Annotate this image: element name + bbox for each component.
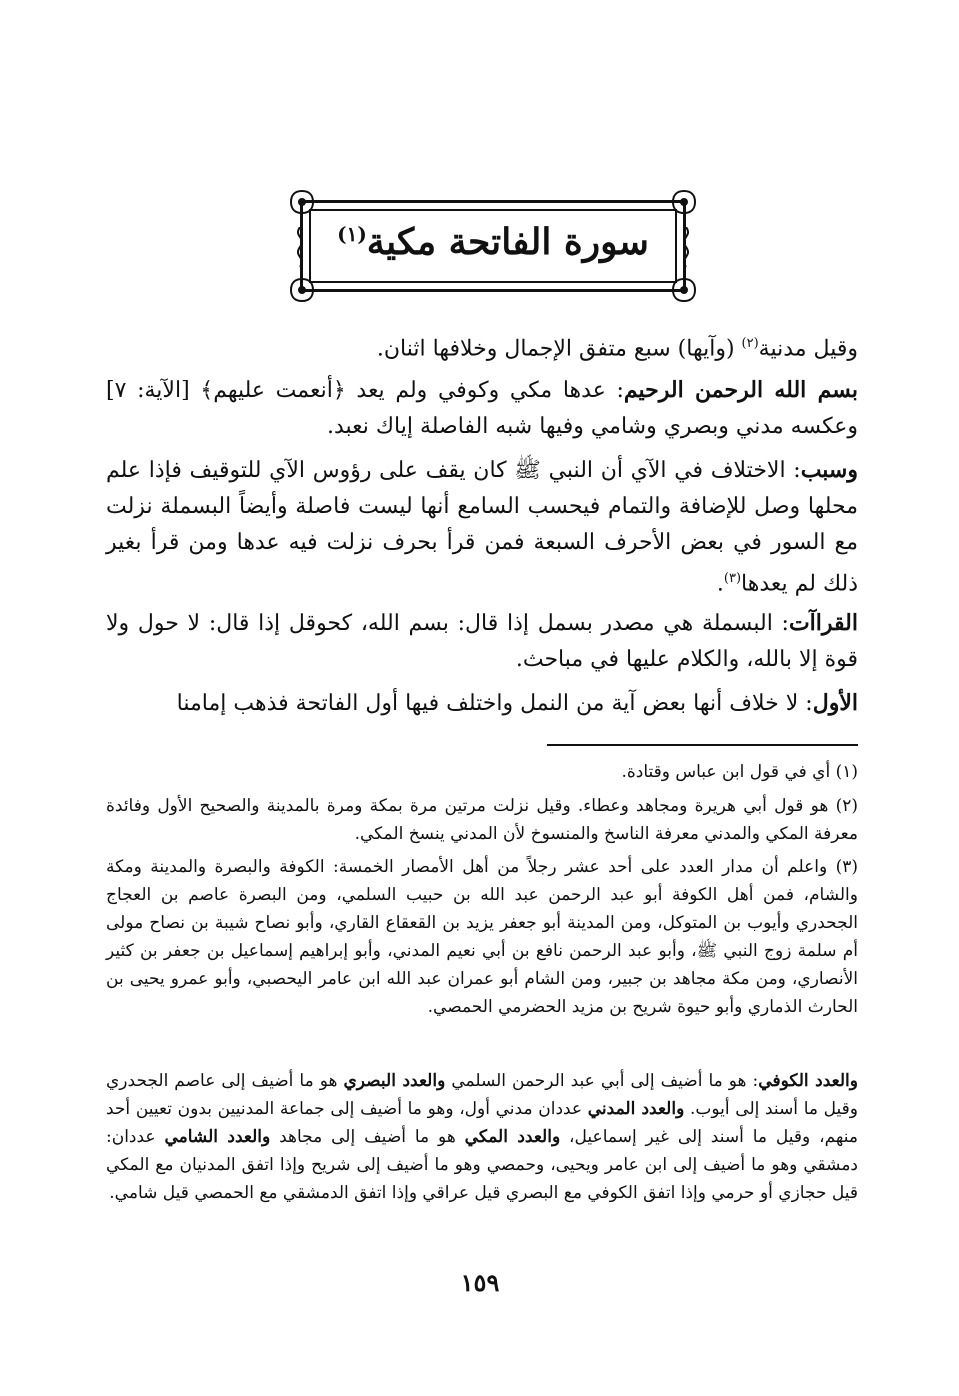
- term: والعدد البصري: [343, 1071, 446, 1091]
- paragraph-text: : عدها مكي وكوفي ولم يعد ﴿أنعمت عليهم﴾ [الآية: ٧] وعكسه مدني وبصري وشامي وفيها شبه الفاصلة إياك نعبد.: [106, 378, 858, 439]
- term: والعدد الشامي: [164, 1127, 271, 1147]
- paragraph-reason: [106, 452, 858, 602]
- title-frame: [300, 200, 686, 292]
- footnote-2: [106, 792, 858, 848]
- footnote-text: عددان: دمشقي وهو ما أضيف إلى ابن عامر ويحيى، وحمصي وهو ما أضيف إلى شريح وإذا اتفق المدنيان مع المكي قيل حجازي أو حرمي وإذا اتفق الكوفي مع البصري قيل عراقي وإذا اتفق الدمشقي مع الحمصي قيل شامي.: [106, 1127, 858, 1203]
- footnote-text: هو ما أضيف إلى مجاهد: [270, 1127, 465, 1147]
- paragraph-readings: [106, 605, 858, 678]
- footnote-text: عددان مدني أول، وهو ما أضيف إلى جماعة المدنيين بدون تعيين أحد منهم، وقيل ما أسند إلى غير إسماعيل،: [106, 1099, 858, 1147]
- paragraph-text: .: [716, 571, 724, 597]
- footnote-3-continued: [106, 1067, 858, 1207]
- paragraph-intro: [106, 326, 858, 367]
- footnote-3: [106, 853, 858, 1021]
- chapter-title: [303, 221, 683, 263]
- term: والعدد المكي: [464, 1127, 561, 1147]
- corner-ornament-icon: [289, 277, 315, 303]
- footnote-text: هو ما أضيف إلى عاصم الجحدري وقيل ما أسند إلى أيوب.: [106, 1071, 858, 1119]
- paragraph-basmala: [106, 372, 858, 445]
- footnote-text: : هو ما أضيف إلى أبي عبد الرحمن السلمي: [445, 1071, 759, 1091]
- paragraph-first: [106, 685, 858, 722]
- corner-ornament-icon: [671, 189, 697, 215]
- paragraph-lead: بسم الله الرحمن الرحيم: [623, 377, 858, 403]
- paragraph-lead: الأول: [812, 690, 858, 716]
- footnote-1: [106, 758, 858, 786]
- footnote-text: (١) أي في قول ابن عباس وقتادة.: [621, 762, 858, 782]
- footnote-marker: (٢): [741, 336, 759, 351]
- footnote-separator: [547, 744, 858, 746]
- page-number: ١٥٩: [460, 1268, 500, 1297]
- paragraph-text: : البسملة هي مصدر بسمل إذا قال: بسم الله، كحوقل إذا قال: لا حول ولا قوة إلا بالله، والكلام عليها في مباحث.: [106, 611, 858, 672]
- paragraph-lead: القراآت: [788, 610, 858, 636]
- paragraph-text: (وآيها) سبع متفق الإجمال وخلافها اثنان.: [376, 336, 742, 362]
- paragraph-text: : الاختلاف في الآي أن النبي ﷺ كان يقف على رؤوس الآي للتوقيف فإذا علم محلها وصل للإضافة والتمام فيحسب السامع أنها ليست فاصلة وأيضاً البسملة نزلت مع السور في بعض الأحرف السبعة فمن قرأ بحرف نزلت فيه عدها ومن قرأ بغير ذلك لم يعدها: [106, 458, 858, 597]
- footnote-text: (٣) واعلم أن مدار العدد على أحد عشر رجلاً من أهل الأمصار الخمسة: الكوفة والبصرة والمدينة ومكة والشام، فمن أهل الكوفة أبو عبد الرحمن عبد الله بن حبيب السلمي، ومن البصرة عاصم بن العجاج الجحدري وأيوب بن المتوكل، ومن المدينة أبو جعفر يزيد بن القعقاع القاري، وأبو نصاح شيبة بن نصاح مولى أم سلمة زوج النبي ﷺ، وأبو عبد الرحمن نافع بن أبي نعيم المدني، وأبو إبراهيم إسماعيل بن جعفر بن كثير الأنصاري، ومن مكة مجاهد بن جبير، ومن الشام أبو عمران عبد الله ابن عامر اليحصبي، وأبو عمرو يحيى بن الحارث الذماري وأبو حيوة شريح بن مزيد الحضرمي الحمصي.: [106, 857, 858, 1017]
- footnote-marker: (١): [337, 222, 367, 246]
- paragraph-text: وقيل مدنية: [758, 336, 858, 362]
- corner-ornament-icon: [671, 277, 697, 303]
- paragraph-text: : لا خلاف أنها بعض آية من النمل واختلف فيها أول الفاتحة فذهب إمامنا: [176, 691, 813, 716]
- corner-ornament-icon: [289, 189, 315, 215]
- footnote-marker: (٣): [723, 571, 742, 586]
- term: والعدد الكوفي: [758, 1071, 858, 1091]
- paragraph-lead: وسبب: [800, 457, 858, 483]
- term: والعدد المدني: [587, 1099, 685, 1119]
- footnote-text: (٢) هو قول أبي هريرة ومجاهد وعطاء. وقيل نزلت مرتين مرة بمكة ومرة بالمدينة والصحيح الأول وفائدة معرفة المكي والمدني معرفة الناسخ والمنسوخ لأن المدني ينسخ المكي.: [106, 796, 858, 844]
- chapter-title-text: سورة الفاتحة مكية: [366, 221, 649, 263]
